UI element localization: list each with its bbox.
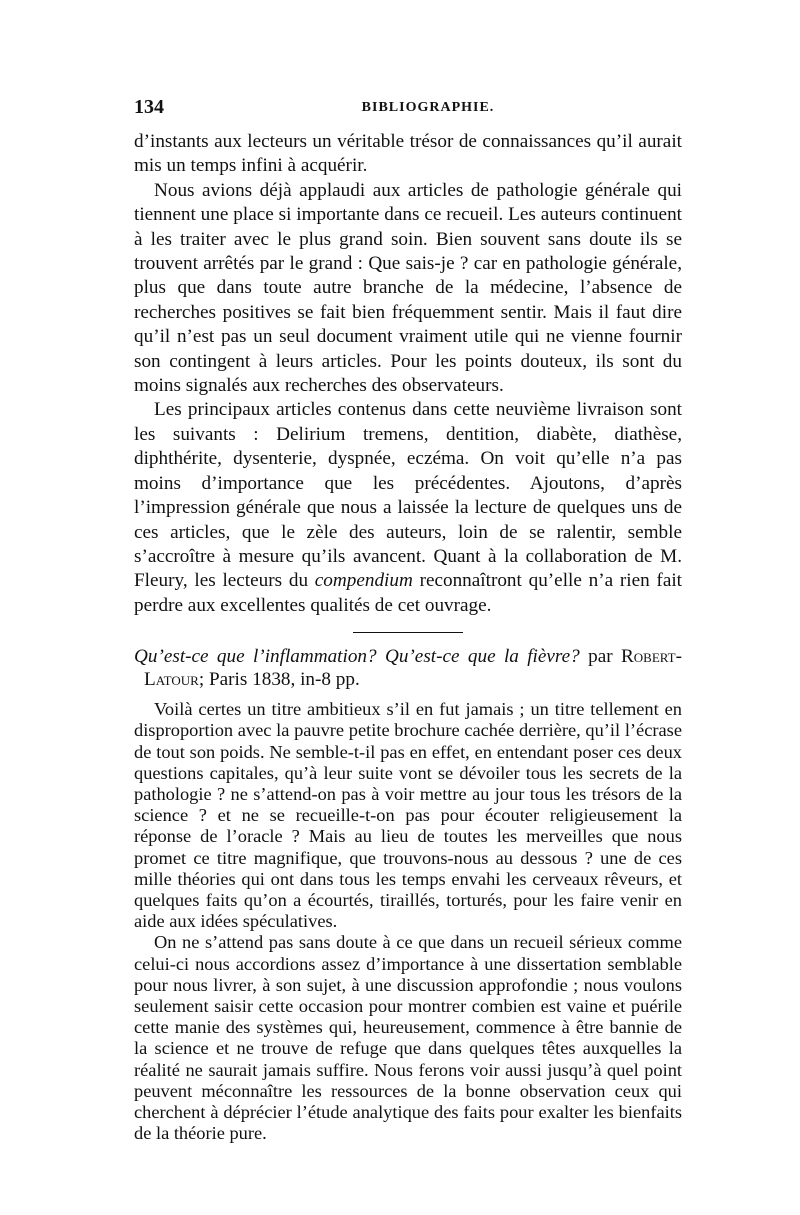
running-head xyxy=(134,96,682,126)
section-divider xyxy=(353,632,463,633)
review-title: Qu’est-ce que l’inflammation? Qu’est-ce que la fièvre? xyxy=(134,646,580,668)
review-author: Robert-Latour xyxy=(144,646,683,691)
review-by: par xyxy=(579,646,621,668)
paragraph-ambitious-title: Voilà certes un titre ambitieux s’il en fut jamais ; un titre tellement en disproportion avec la pauvre petite brochure cachée derrière, qu’il l’écrase de tout son poids. Ne semble-t-il pas en effet, en entendant poser ces deux questions capitales, qu’à leur suite vont se dévoiler tous les secrets de la pathologie ? ne s’attend-on pas à voir mettre au jour tous les trésors de la science ? et ne se recueille-t-on pas pour écouter religieusement la réponse de l’oracle ? Mais au lieu de toutes les merveilles que nous promet ce titre magnifique, que trouvons-nous au dessous ? une de ces mille théories qui ont dans tous les temps envahi les cerveaux rêveurs, et quelques faits qu’on a écourtés, tiraillés, torturés, pour les faire venir en aide aux idées spéculatives. xyxy=(134,699,682,932)
articles-text-start: Les principaux articles contenus dans cette neuvième livraison sont les suivants : Delirium tremens, dentition, diabète, diathèse, diphthérite, dysenterie, dyspnée, eczéma. On voit qu’elle n’a pas moins d’importance que les précédentes. Ajoutons, d’après l’impression générale que nous a laissée la lecture de quelques uns de ces articles, que le zèle des auteurs, loin de se ralentir, semble s’accroître à mesure qu’ils avancent. Quant à la collaboration de M. Fleury, les lecteurs du xyxy=(134,399,682,592)
review-details: ; Paris 1838, in-8 pp. xyxy=(198,669,360,691)
running-title: BIBLIOGRAPHIE. xyxy=(361,100,495,115)
review-heading xyxy=(134,645,682,691)
section-inflammation-review xyxy=(134,699,682,1144)
articles-text-end: reconnaîtront qu’elle n’a rien fait perdre aux excellentes qualités de cet ouvrage. xyxy=(134,570,682,616)
paragraph-pathology: Nous avions déjà applaudi aux articles de pathologie générale qui tiennent une place si importante dans ce recueil. Les auteurs continuent à les traiter avec le plus grand soin. Bien souvent sans doute ils se trouvent arrêtés par le grand : Que sais-je ? car en pathologie générale, plus que dans toute autre branche de la médecine, l’absence de recherches positives se fait bien fréquemment sentir. Mais il faut dire qu’il n’est pas un seul document vraiment utile qui ne vienne fournir son contingent à leurs articles. Pour les points douteux, ils sont du moins signalés aux recherches des observateurs. xyxy=(134,179,682,397)
paragraph-continuation: d’instants aux lecteurs un véritable trésor de connaissances qu’il aurait mis un temps infini à acquérir. xyxy=(134,131,682,177)
page-number: 134 xyxy=(134,96,164,118)
paragraph-articles xyxy=(134,398,682,618)
paragraph-systems-critique: On ne s’attend pas sans doute à ce que dans un recueil sérieux comme celui-ci nous accordions assez d’importance à une dissertation semblable pour nous livrer, à son sujet, à une discussion approfondie ; nous voulons seulement saisir cette occasion pour montrer combien est vaine et puérile cette manie des systèmes qui, heureusement, commence à être bannie de la science et ne trouve de refuge que dans quelques têtes auxquelles la réalité ne saurait jamais suffire. Nous ferons voir aussi jusqu’à quel point peuvent méconnaître les ressources de la bonne observation ceux qui cherchent à déprécier l’étude analytique des faits pour exalter les bienfaits de la théorie pure. xyxy=(134,932,682,1144)
section-compendium-review xyxy=(134,130,682,618)
compendium-italic: compendium xyxy=(314,570,413,592)
